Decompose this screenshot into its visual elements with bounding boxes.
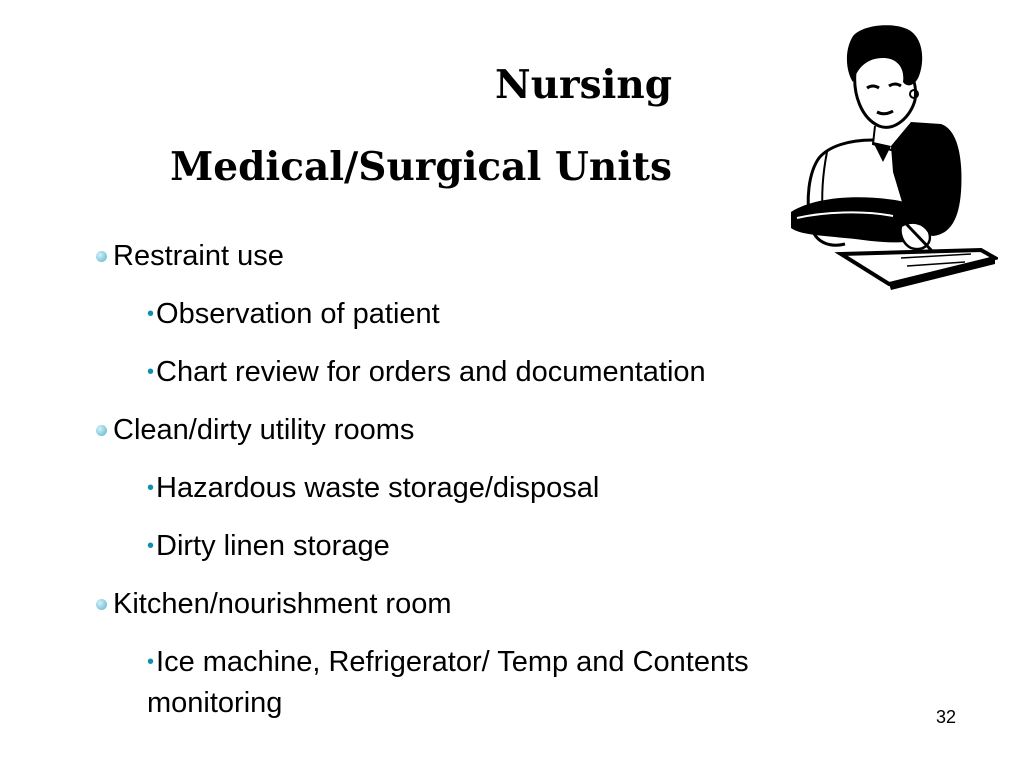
bullet-icon xyxy=(96,425,107,436)
sub-bullet-item: •Observation of patient xyxy=(147,298,440,330)
bullet-icon: • xyxy=(147,477,155,499)
sub-bullet-continuation: monitoring xyxy=(147,687,283,719)
bullet-icon: • xyxy=(147,361,155,383)
bullet-item: Clean/dirty utility rooms xyxy=(96,416,414,445)
sub-bullet-item: •Ice machine, Refrigerator/ Temp and Contents xyxy=(147,646,749,678)
bullet-icon: • xyxy=(147,535,155,557)
sub-bullet-item: •Hazardous waste storage/disposal xyxy=(147,472,600,504)
bullet-item: Kitchen/nourishment room xyxy=(96,590,452,619)
bullet-icon: • xyxy=(147,651,155,673)
bullet-item: Restraint use xyxy=(96,242,284,271)
bullet-icon: • xyxy=(147,303,155,325)
bullet-icon xyxy=(96,599,107,610)
bullet-icon xyxy=(96,251,107,262)
slide-subtitle: Medical/Surgical Units xyxy=(170,144,672,190)
page-number: 32 xyxy=(936,707,957,727)
sub-bullet-item: •Chart review for orders and documentation xyxy=(147,356,706,388)
nurse-clipart-image xyxy=(783,22,998,290)
sub-bullet-item: •Dirty linen storage xyxy=(147,530,390,562)
slide-title: Nursing xyxy=(495,62,672,108)
